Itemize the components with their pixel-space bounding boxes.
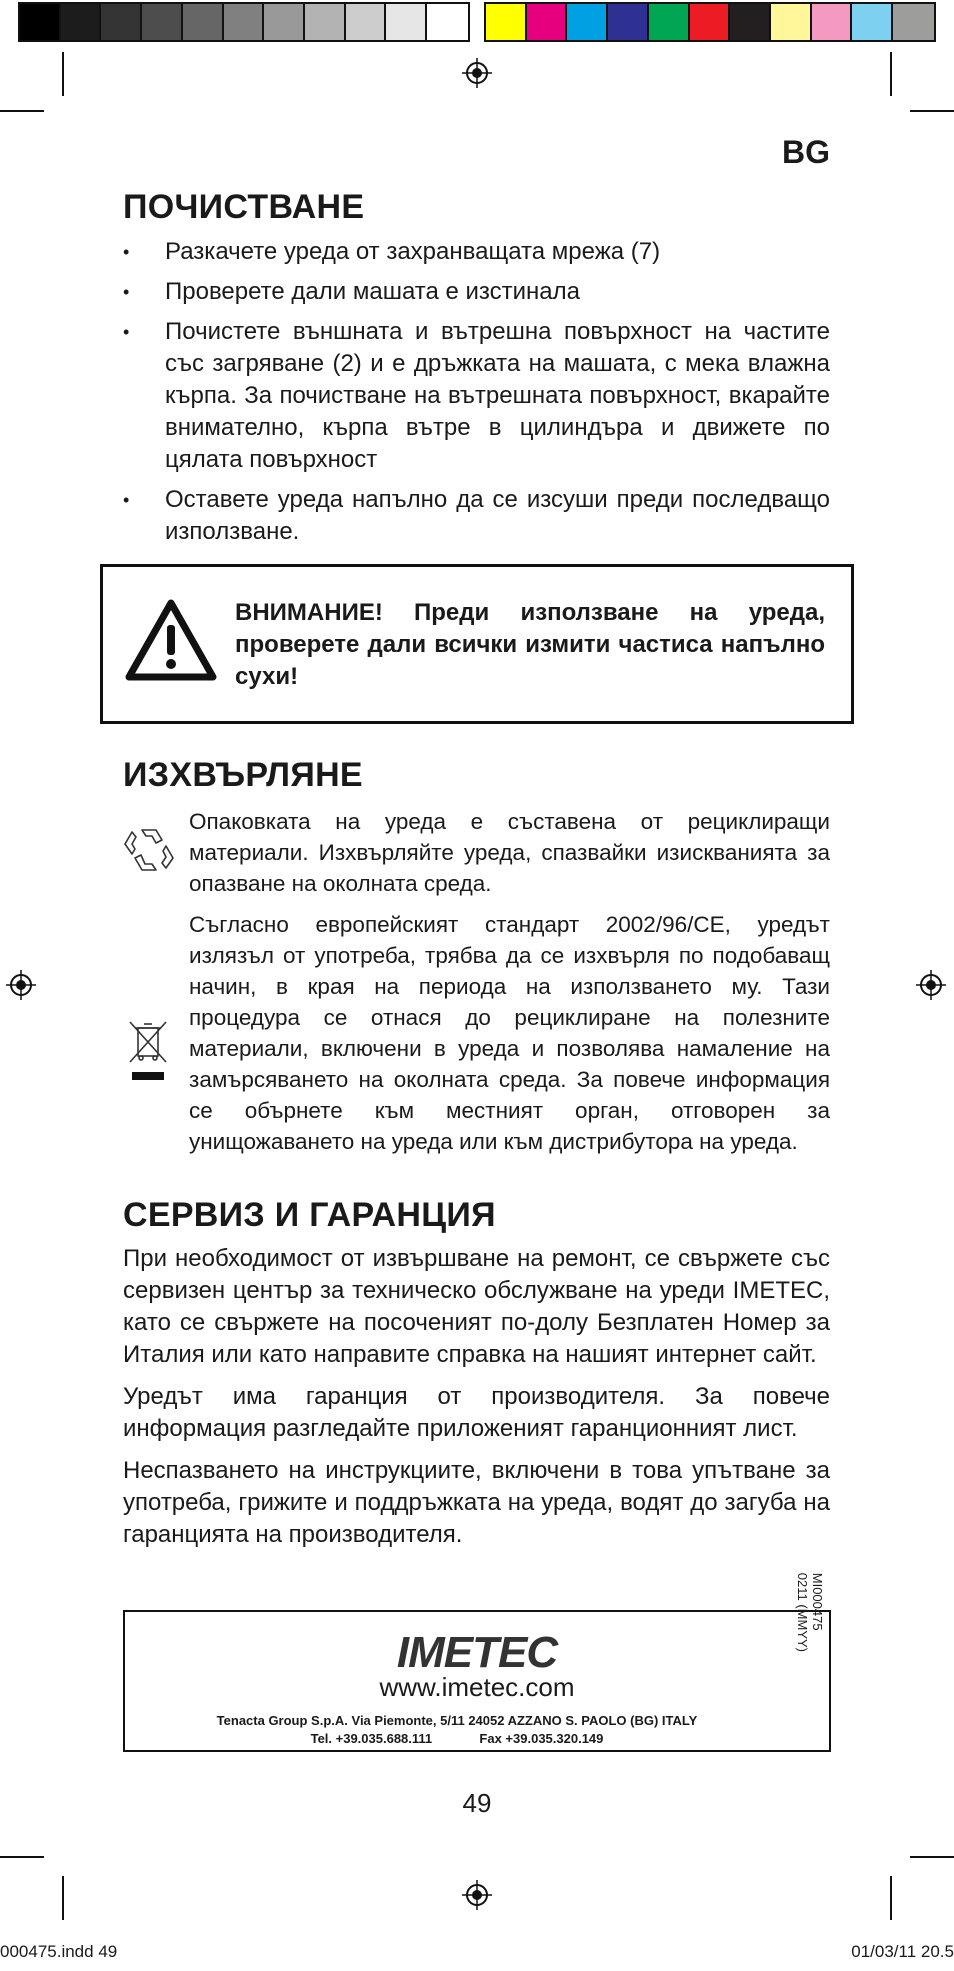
- crop-mark: [890, 1876, 892, 1920]
- color-swatch: [142, 4, 183, 40]
- slug-timestamp: 01/03/11 20.5: [851, 1942, 954, 1961]
- registration-mark-icon: [916, 970, 946, 1000]
- registration-mark-icon: [462, 58, 492, 88]
- color-swatch: [305, 4, 346, 40]
- color-swatch: [812, 4, 853, 40]
- color-swatch: [346, 4, 387, 40]
- color-swatch: [649, 4, 690, 40]
- crop-mark: [910, 110, 954, 112]
- color-swatch: [852, 4, 893, 40]
- color-swatch: [690, 4, 731, 40]
- color-swatch-bar: [484, 2, 936, 42]
- disposal-para-packaging: Опаковката на уреда е съставена от рециклиращи материали. Изхвърляйте уреда, спазвайки изискванията за опазване на околната среда.: [189, 809, 830, 896]
- crop-mark: [910, 1856, 954, 1858]
- phone-number: Tel. +39.035.688.111: [310, 1731, 433, 1746]
- website-link[interactable]: www.imetec.com: [379, 1672, 575, 1702]
- cleaning-list-container: [123, 236, 830, 556]
- company-address: [125, 1712, 789, 1748]
- list-item: • Разкачете уреда от захранващата мрежа (7): [123, 236, 830, 268]
- service-para-warranty: Уредът има гаранция от производителя. За повече информация разгледайте приложеният гаранционният лист.: [123, 1383, 830, 1442]
- date-code: 0211 (MMYY): [795, 1572, 810, 1652]
- crop-mark: [62, 52, 64, 96]
- service-content: [123, 1243, 830, 1561]
- color-swatch: [183, 4, 224, 40]
- crop-mark: [0, 110, 44, 112]
- color-swatch: [608, 4, 649, 40]
- warning-box: [100, 564, 854, 724]
- color-swatch: [101, 4, 142, 40]
- page-number: 49: [462, 1788, 492, 1818]
- color-swatch: [486, 4, 527, 40]
- recycle-icon: [122, 822, 176, 876]
- color-swatch: [893, 4, 934, 40]
- warning-text: ВНИМАНИЕ! Преди използване на уреда, проверете дали всички измити частиса напълно сухи!: [235, 599, 825, 690]
- crop-mark: [0, 1856, 44, 1858]
- fax-number: Fax +39.035.320.149: [479, 1731, 604, 1746]
- color-swatch: [527, 4, 568, 40]
- list-item: • Проверете дали машата е изстинала: [123, 276, 830, 308]
- list-item: • Почистете външната и вътрешна повърхност на частите със загряване (2) и е дръжката на машата, с мека влажна кърпа. За почистване на вътрешната повърхност, вкарайте внимателно, кърпа вътре в цилиндъра и движете по цялата повърхност: [123, 316, 830, 476]
- color-swatch: [20, 4, 61, 40]
- color-swatch: [264, 4, 305, 40]
- language-code: BG: [782, 134, 830, 170]
- slug-filename: 000475.indd 49: [0, 1942, 118, 1961]
- service-para-loss: Неспазването на инструкциите, включени в това упътване за употреба, грижите и поддръжката на уреда, водят до загуба на гаранцията на производителя.: [123, 1457, 830, 1548]
- color-swatch: [386, 4, 427, 40]
- registration-mark-icon: [6, 970, 36, 1000]
- list-item: • Оставете уреда напълно да се изсуши преди последващо използване.: [123, 484, 830, 548]
- color-swatch: [61, 4, 102, 40]
- color-swatch: [427, 4, 468, 40]
- crop-mark: [890, 52, 892, 96]
- contact-line: [125, 1730, 789, 1748]
- document-code: [795, 1573, 825, 1652]
- gray-swatch-bar: [18, 2, 470, 42]
- color-swatch: [567, 4, 608, 40]
- crop-mark: [62, 1876, 64, 1920]
- imetec-logo: IMETEC: [396, 1628, 558, 1677]
- crossed-bin-icon: [126, 1018, 170, 1082]
- address-line: Tenacta Group S.p.A. Via Piemonte, 5/11 24052 AZZANO S. PAOLO (BG) ITALY: [216, 1713, 698, 1728]
- color-swatch: [771, 4, 812, 40]
- product-code: MI000475: [810, 1572, 825, 1631]
- company-info-box: [123, 1572, 831, 1752]
- service-para-repair: При необходимост от извършване на ремонт, се свържете със сервизен център за техническо обслужване на уреди IMETEC, като се свържете на посоченият по-долу Безплатен Номер за Италия или като направите справка на нашият интернет сайт.: [123, 1245, 830, 1368]
- warning-triangle-icon: [123, 597, 219, 683]
- cleaning-title: ПОЧИСТВАНЕ: [123, 188, 365, 226]
- registration-mark-icon: [462, 1880, 492, 1910]
- disposal-para-weee: Съгласно европейският стандарт 2002/96/CE, уредът излязъл от употреба, трябва да се изхвърля по подобаващ начин, в края на периода на използването му. Тази процедура се отнася до рециклиране на полезните материали, включени в уреда и позволява намаление на замърсяването на околната среда. За повече информация се обърнете към местният орган, отговорен за унищожаването на уреда или към дистрибутора на уреда.: [189, 912, 830, 1154]
- cleaning-list: [123, 236, 830, 548]
- color-swatch: [730, 4, 771, 40]
- service-title: СЕРВИЗ И ГАРАНЦИЯ: [123, 1196, 496, 1234]
- color-swatch: [224, 4, 265, 40]
- disposal-title: ИЗХВЪРЛЯНЕ: [123, 756, 363, 794]
